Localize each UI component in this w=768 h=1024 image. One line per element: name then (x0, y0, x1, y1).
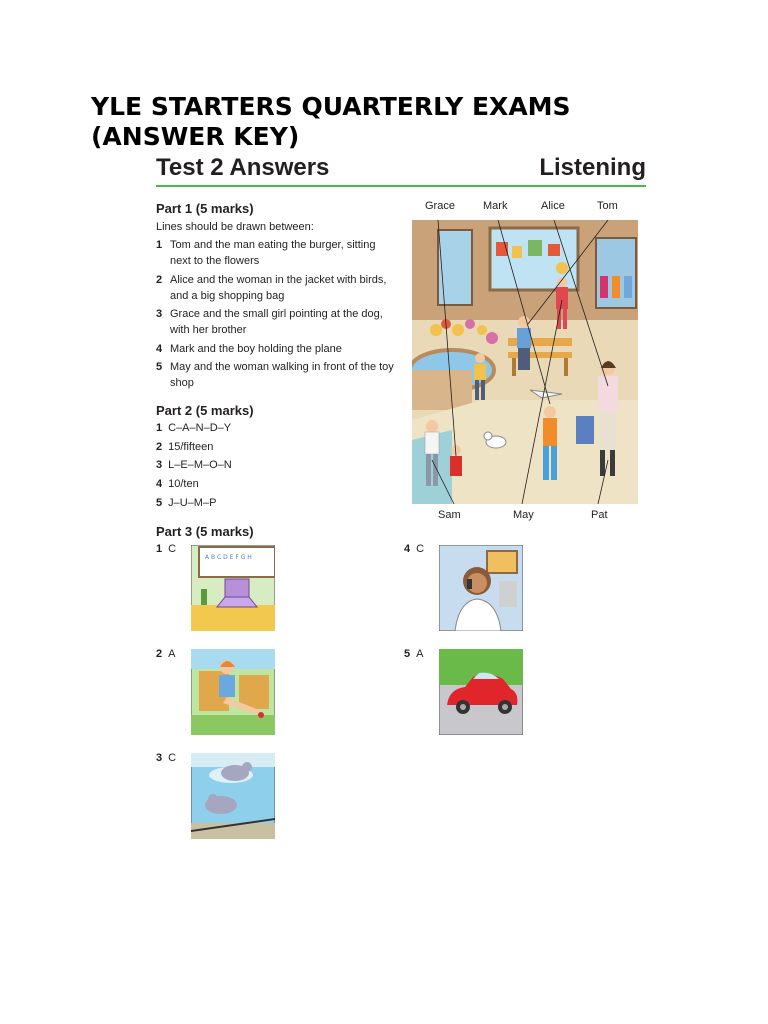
part3-answer (156, 648, 175, 660)
answer-number: 3 (156, 752, 163, 764)
name-label-grace: Grace (425, 200, 455, 212)
part3-answer (404, 648, 423, 660)
answer-letter: C (168, 543, 177, 555)
item-text: May and the woman walking in front of the toy shop (170, 361, 394, 389)
answer-letter: C (416, 543, 425, 555)
part2-heading: Part 2 (5 marks) (156, 403, 254, 418)
shopping-street-illustration (412, 220, 638, 504)
answer-number: 3 (156, 459, 163, 471)
part3-answer (156, 752, 176, 764)
part1-item (156, 237, 396, 269)
answer-text: J–U–M–P (168, 497, 217, 509)
name-label-mark: Mark (483, 200, 508, 212)
name-label-tom: Tom (597, 200, 618, 212)
item-number: 5 (156, 361, 163, 373)
answer-text: L–E–M–O–N (168, 459, 232, 471)
item-number: 2 (156, 274, 163, 286)
item-text: Grace and the small girl pointing at the dog, with her brother (170, 308, 383, 336)
item-number: 1 (156, 239, 163, 251)
part1-item (156, 306, 396, 338)
answer-letter: A (168, 648, 176, 660)
answer-number: 5 (156, 497, 163, 509)
woman-on-bench-picture (191, 649, 275, 735)
item-text: Alice and the woman in the jacket with birds, and a big shopping bag (170, 274, 387, 302)
part1-item (156, 341, 396, 357)
item-text: Mark and the boy holding the plane (170, 343, 342, 355)
board-letters: A B C D E F G H (205, 554, 252, 561)
answer-key-page (156, 150, 648, 850)
name-label-sam: Sam (438, 509, 461, 521)
answer-number: 1 (156, 422, 163, 434)
answer-number: 2 (156, 441, 163, 453)
header-divider (156, 185, 646, 187)
answer-number: 4 (404, 543, 411, 555)
test-header (156, 154, 646, 184)
red-car-picture (439, 649, 523, 735)
part1-intro: Lines should be drawn between: (156, 221, 314, 233)
test-title: Test 2 Answers (156, 154, 330, 181)
part2-answer (156, 478, 199, 490)
answer-text: 15/fifteen (168, 441, 214, 453)
part2-answer (156, 459, 232, 471)
part1-item (156, 272, 396, 304)
answer-number: 1 (156, 543, 163, 555)
part3-heading: Part 3 (5 marks) (156, 524, 254, 539)
answer-text: C–A–N–D–Y (168, 422, 232, 434)
item-text: Tom and the man eating the burger, sitting next to the flowers (170, 239, 376, 267)
part2-answer (156, 441, 213, 453)
part2-answer (156, 497, 216, 509)
answer-letter: A (416, 648, 424, 660)
name-label-alice: Alice (541, 200, 565, 212)
laptop-picture (191, 545, 275, 631)
part3-answer (156, 543, 176, 555)
part1-heading: Part 1 (5 marks) (156, 201, 254, 216)
answer-letter: C (168, 752, 177, 764)
answer-text: 10/ten (168, 478, 199, 490)
hippo-picture (191, 753, 275, 839)
answer-number: 4 (156, 478, 163, 490)
part1-item (156, 359, 396, 391)
document-title: YLE STARTERS QUARTERLY EXAMS (ANSWER KEY) (91, 92, 571, 151)
item-number: 4 (156, 343, 163, 355)
answer-number: 2 (156, 648, 163, 660)
name-label-pat: Pat (591, 509, 608, 521)
girl-on-phone-picture (439, 545, 523, 631)
part3-answer (404, 543, 424, 555)
part2-answer (156, 422, 231, 434)
item-number: 3 (156, 308, 163, 320)
answer-number: 5 (404, 648, 411, 660)
name-label-may: May (513, 509, 534, 521)
section-title: Listening (539, 154, 646, 181)
